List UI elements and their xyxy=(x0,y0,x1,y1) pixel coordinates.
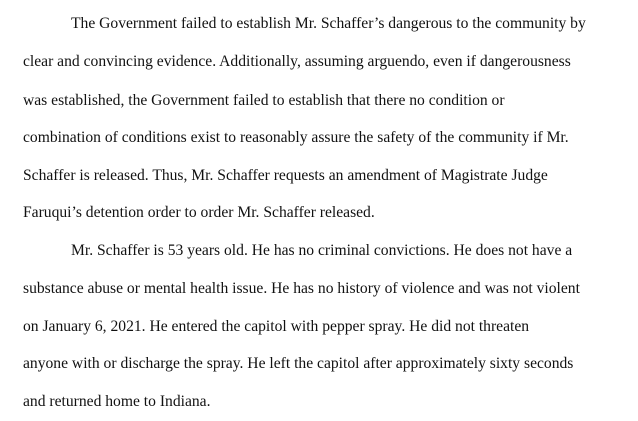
paragraph-line: combination of conditions exist to reasonably assure the safety of the community if Mr. xyxy=(23,129,569,146)
paragraph-line: was established, the Government failed to establish that there no condition or xyxy=(23,92,505,109)
paragraph-line: and returned home to Indiana. xyxy=(23,393,211,410)
paragraph-line: anyone with or discharge the spray. He left the capitol after approximately sixty seconds xyxy=(23,355,574,372)
paragraph-line: Mr. Schaffer is 53 years old. He has no criminal convictions. He does not have a xyxy=(71,242,573,259)
paragraph-line: Schaffer is released. Thus, Mr. Schaffer requests an amendment of Magistrate Judge xyxy=(23,167,548,184)
paragraph-line: clear and convincing evidence. Additionally, assuming arguendo, even if dangerousness xyxy=(23,53,571,70)
paragraph-line: on January 6, 2021. He entered the capitol with pepper spray. He did not threaten xyxy=(23,318,530,335)
paragraph-line: The Government failed to establish Mr. Schaffer’s dangerous to the community by xyxy=(71,15,586,32)
paragraph-line: Faruqui’s detention order to order Mr. Schaffer released. xyxy=(23,204,375,221)
paragraph-line: substance abuse or mental health issue. He has no history of violence and was not violent xyxy=(23,280,580,297)
